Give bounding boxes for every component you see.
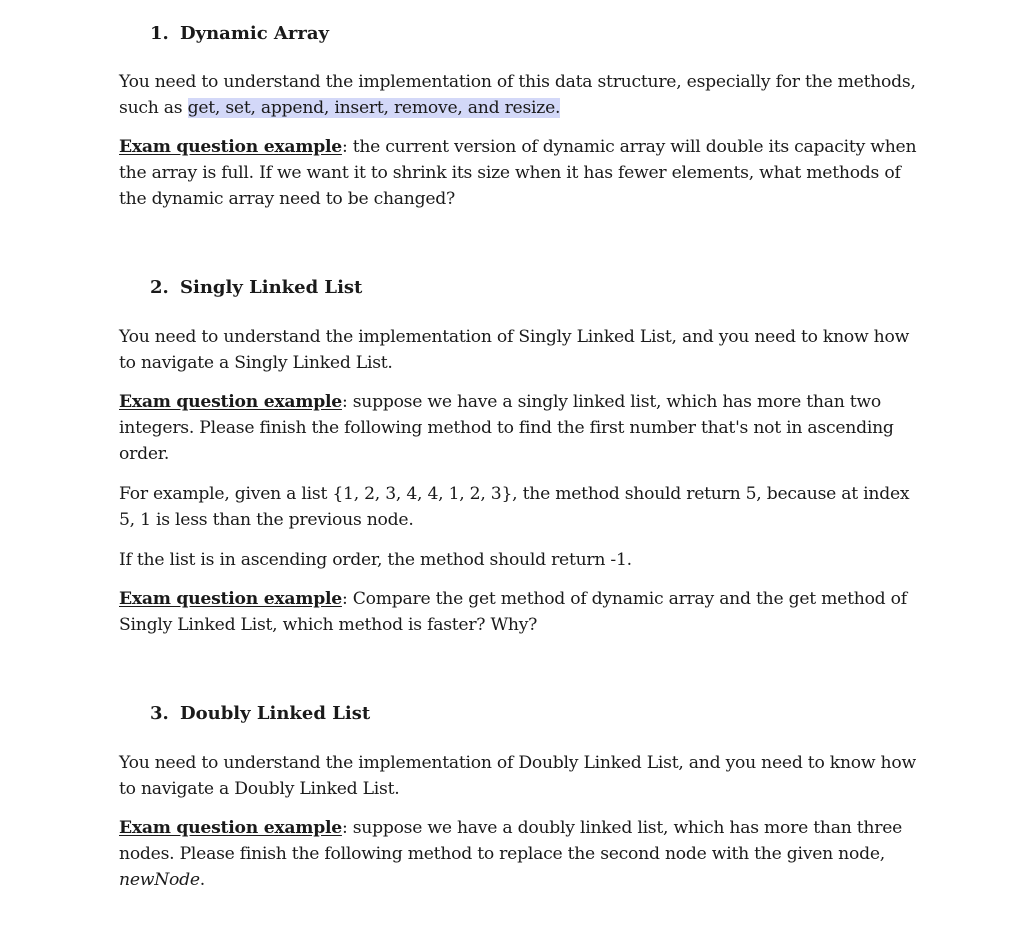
ascending-note: If the list is in ascending order, the method should return -1. bbox=[119, 550, 632, 570]
section-number: 3. bbox=[150, 703, 169, 724]
section-title: Singly Linked List bbox=[180, 277, 363, 298]
new-node-italic: newNode bbox=[119, 870, 200, 890]
highlighted-text[interactable]: get, set, append, insert, remove, and resize. bbox=[187, 98, 561, 118]
for-example-paragraph: For example, given a list {1, 2, 3, 4, 4, 1, 2, 3}, the method should return 5, because at index 5, 1 is less than the previous node. bbox=[119, 484, 910, 530]
exam-question bbox=[119, 815, 919, 893]
exam-question-text: : Compare the get method of dynamic array and the get method of Singly Linked List, which method is faster? Why? bbox=[119, 589, 907, 635]
section-number: 1. bbox=[150, 23, 169, 44]
section-title: Doubly Linked List bbox=[180, 703, 371, 724]
exam-question-text: : suppose we have a doubly linked list, which has more than three nodes. Please finish the following method to replace the second node with the given node, bbox=[119, 818, 903, 864]
section-number: 2. bbox=[150, 277, 169, 298]
section-heading-doubly-linked-list bbox=[150, 702, 370, 726]
exam-question-label: Exam question example bbox=[119, 392, 342, 412]
section-heading-singly-linked-list bbox=[150, 276, 362, 300]
exam-question-text: : suppose we have a singly linked list, which has more than two integers. Please finish the following method to find the first number that's not in ascending order. bbox=[119, 392, 894, 464]
exam-question-label: Exam question example bbox=[119, 589, 342, 609]
section-intro: You need to understand the implementation of Doubly Linked List, and you need to know how to navigate a Doubly Linked List. bbox=[119, 753, 916, 799]
exam-question bbox=[119, 586, 919, 638]
intro-text: You need to understand the implementation of this data structure, especially for the methods, such as bbox=[119, 72, 916, 118]
exam-question-text: : the current version of dynamic array will double its capacity when the array is full. If we want it to shrink its size when it has fewer elements, what methods of the dynamic array need to be changed? bbox=[119, 137, 917, 209]
exam-question-label: Exam question example bbox=[119, 137, 342, 157]
exam-question-label: Exam question example bbox=[119, 818, 342, 838]
exam-question bbox=[119, 134, 919, 212]
section-intro bbox=[119, 69, 919, 121]
exam-question bbox=[119, 389, 919, 467]
section-intro: You need to understand the implementation of Singly Linked List, and you need to know how to navigate a Singly Linked List. bbox=[119, 327, 910, 373]
period: . bbox=[199, 870, 205, 890]
section-heading-dynamic-array bbox=[150, 22, 329, 46]
section-title: Dynamic Array bbox=[180, 23, 329, 44]
